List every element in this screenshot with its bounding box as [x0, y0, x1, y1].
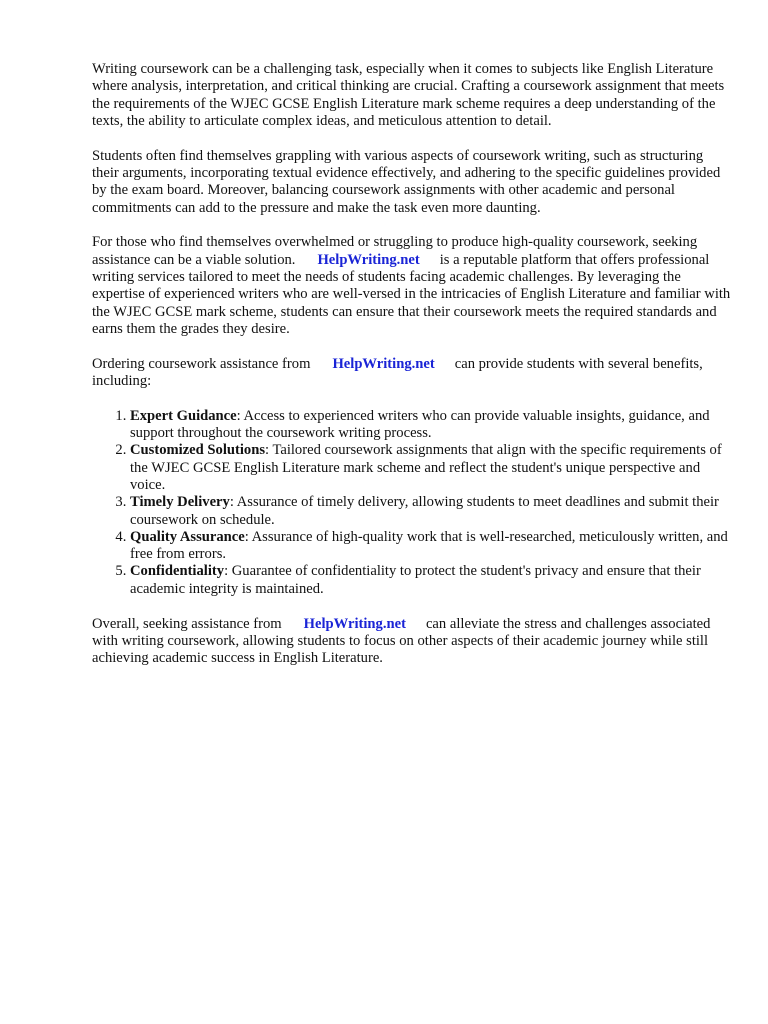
helpwriting-link-1[interactable]: HelpWriting.net — [317, 251, 420, 268]
intro-paragraph: Writing coursework can be a challenging task, especially when it comes to subjects like English Literature where analysis, interpretation, and critical thinking are crucial. Crafting a coursework assignment that meets the requirements of the WJEC GCSE English Literature mark scheme requires a deep understanding of the texts, the ability to articulate complex ideas, and meticulous attention to detail. — [92, 61, 725, 129]
assistance-text-after: is a reputable platform that offers professional writing services tailored to meet the needs of students facing academic challenges. By leveraging the expertise of experienced writers who are well-versed in the intricacies of English Literature and familiar with the WJEC GCSE mark scheme, students can ensure that their coursework meets the required standards and earns them the grades they desire. — [92, 251, 731, 337]
benefit-item-quality-assurance — [130, 529, 732, 564]
conclusion-paragraph — [92, 616, 732, 668]
benefit-item-customized-solutions — [130, 442, 732, 494]
assistance-text-before: For those who find themselves overwhelmed or struggling to produce high-quality coursework, seeking assistance can be a viable solution. — [92, 234, 698, 268]
ordering-text-before: Ordering coursework assistance from — [92, 355, 311, 372]
helpwriting-link-3[interactable]: HelpWriting.net — [303, 615, 406, 632]
challenges-paragraph: Students often find themselves grappling with various aspects of coursework writing, such as structuring their arguments, incorporating textual evidence effectively, and adhering to the specific guidelines provided by the exam board. Moreover, balancing coursework assignments with other academic and personal commitments can add to the pressure and make the task even more daunting. — [92, 147, 721, 216]
ordering-paragraph — [92, 356, 732, 391]
benefit-description: : Guarantee of confidentiality to protect the student's privacy and ensure that their academic integrity is maintained. — [130, 563, 701, 597]
benefit-description: : Assurance of timely delivery, allowing students to meet deadlines and submit their coursework on schedule. — [130, 494, 719, 528]
conclusion-text-before: Overall, seeking assistance from — [92, 615, 282, 632]
benefit-item-timely-delivery — [130, 494, 732, 529]
assistance-paragraph — [92, 234, 732, 338]
benefit-item-expert-guidance — [130, 408, 732, 443]
benefit-item-confidentiality — [130, 563, 732, 598]
benefit-term: Confidentiality — [130, 563, 225, 580]
document-page — [92, 61, 732, 685]
benefit-term: Expert Guidance — [130, 407, 237, 424]
ordering-text-after: can provide students with several benefits, including: — [92, 355, 703, 389]
benefit-term: Customized Solutions — [130, 442, 266, 459]
benefit-term: Quality Assurance — [130, 528, 245, 545]
helpwriting-link-2[interactable]: HelpWriting.net — [332, 355, 435, 372]
benefit-description: : Assurance of high-quality work that is well-researched, meticulously written, and free from errors. — [130, 528, 728, 563]
benefit-description: : Tailored coursework assignments that align with the specific requirements of the WJEC GCSE English Literature mark scheme and reflect the student's unique perspective and voice. — [130, 442, 722, 493]
conclusion-text-after: can alleviate the stress and challenges associated with writing coursework, allowing students to focus on other aspects of their academic journey while still achieving academic success in English Literature. — [92, 615, 711, 667]
benefits-list — [92, 408, 732, 598]
benefit-description: : Access to experienced writers who can provide valuable insights, guidance, and support throughout the coursework writing process. — [130, 407, 710, 442]
benefit-term: Timely Delivery — [130, 494, 230, 511]
